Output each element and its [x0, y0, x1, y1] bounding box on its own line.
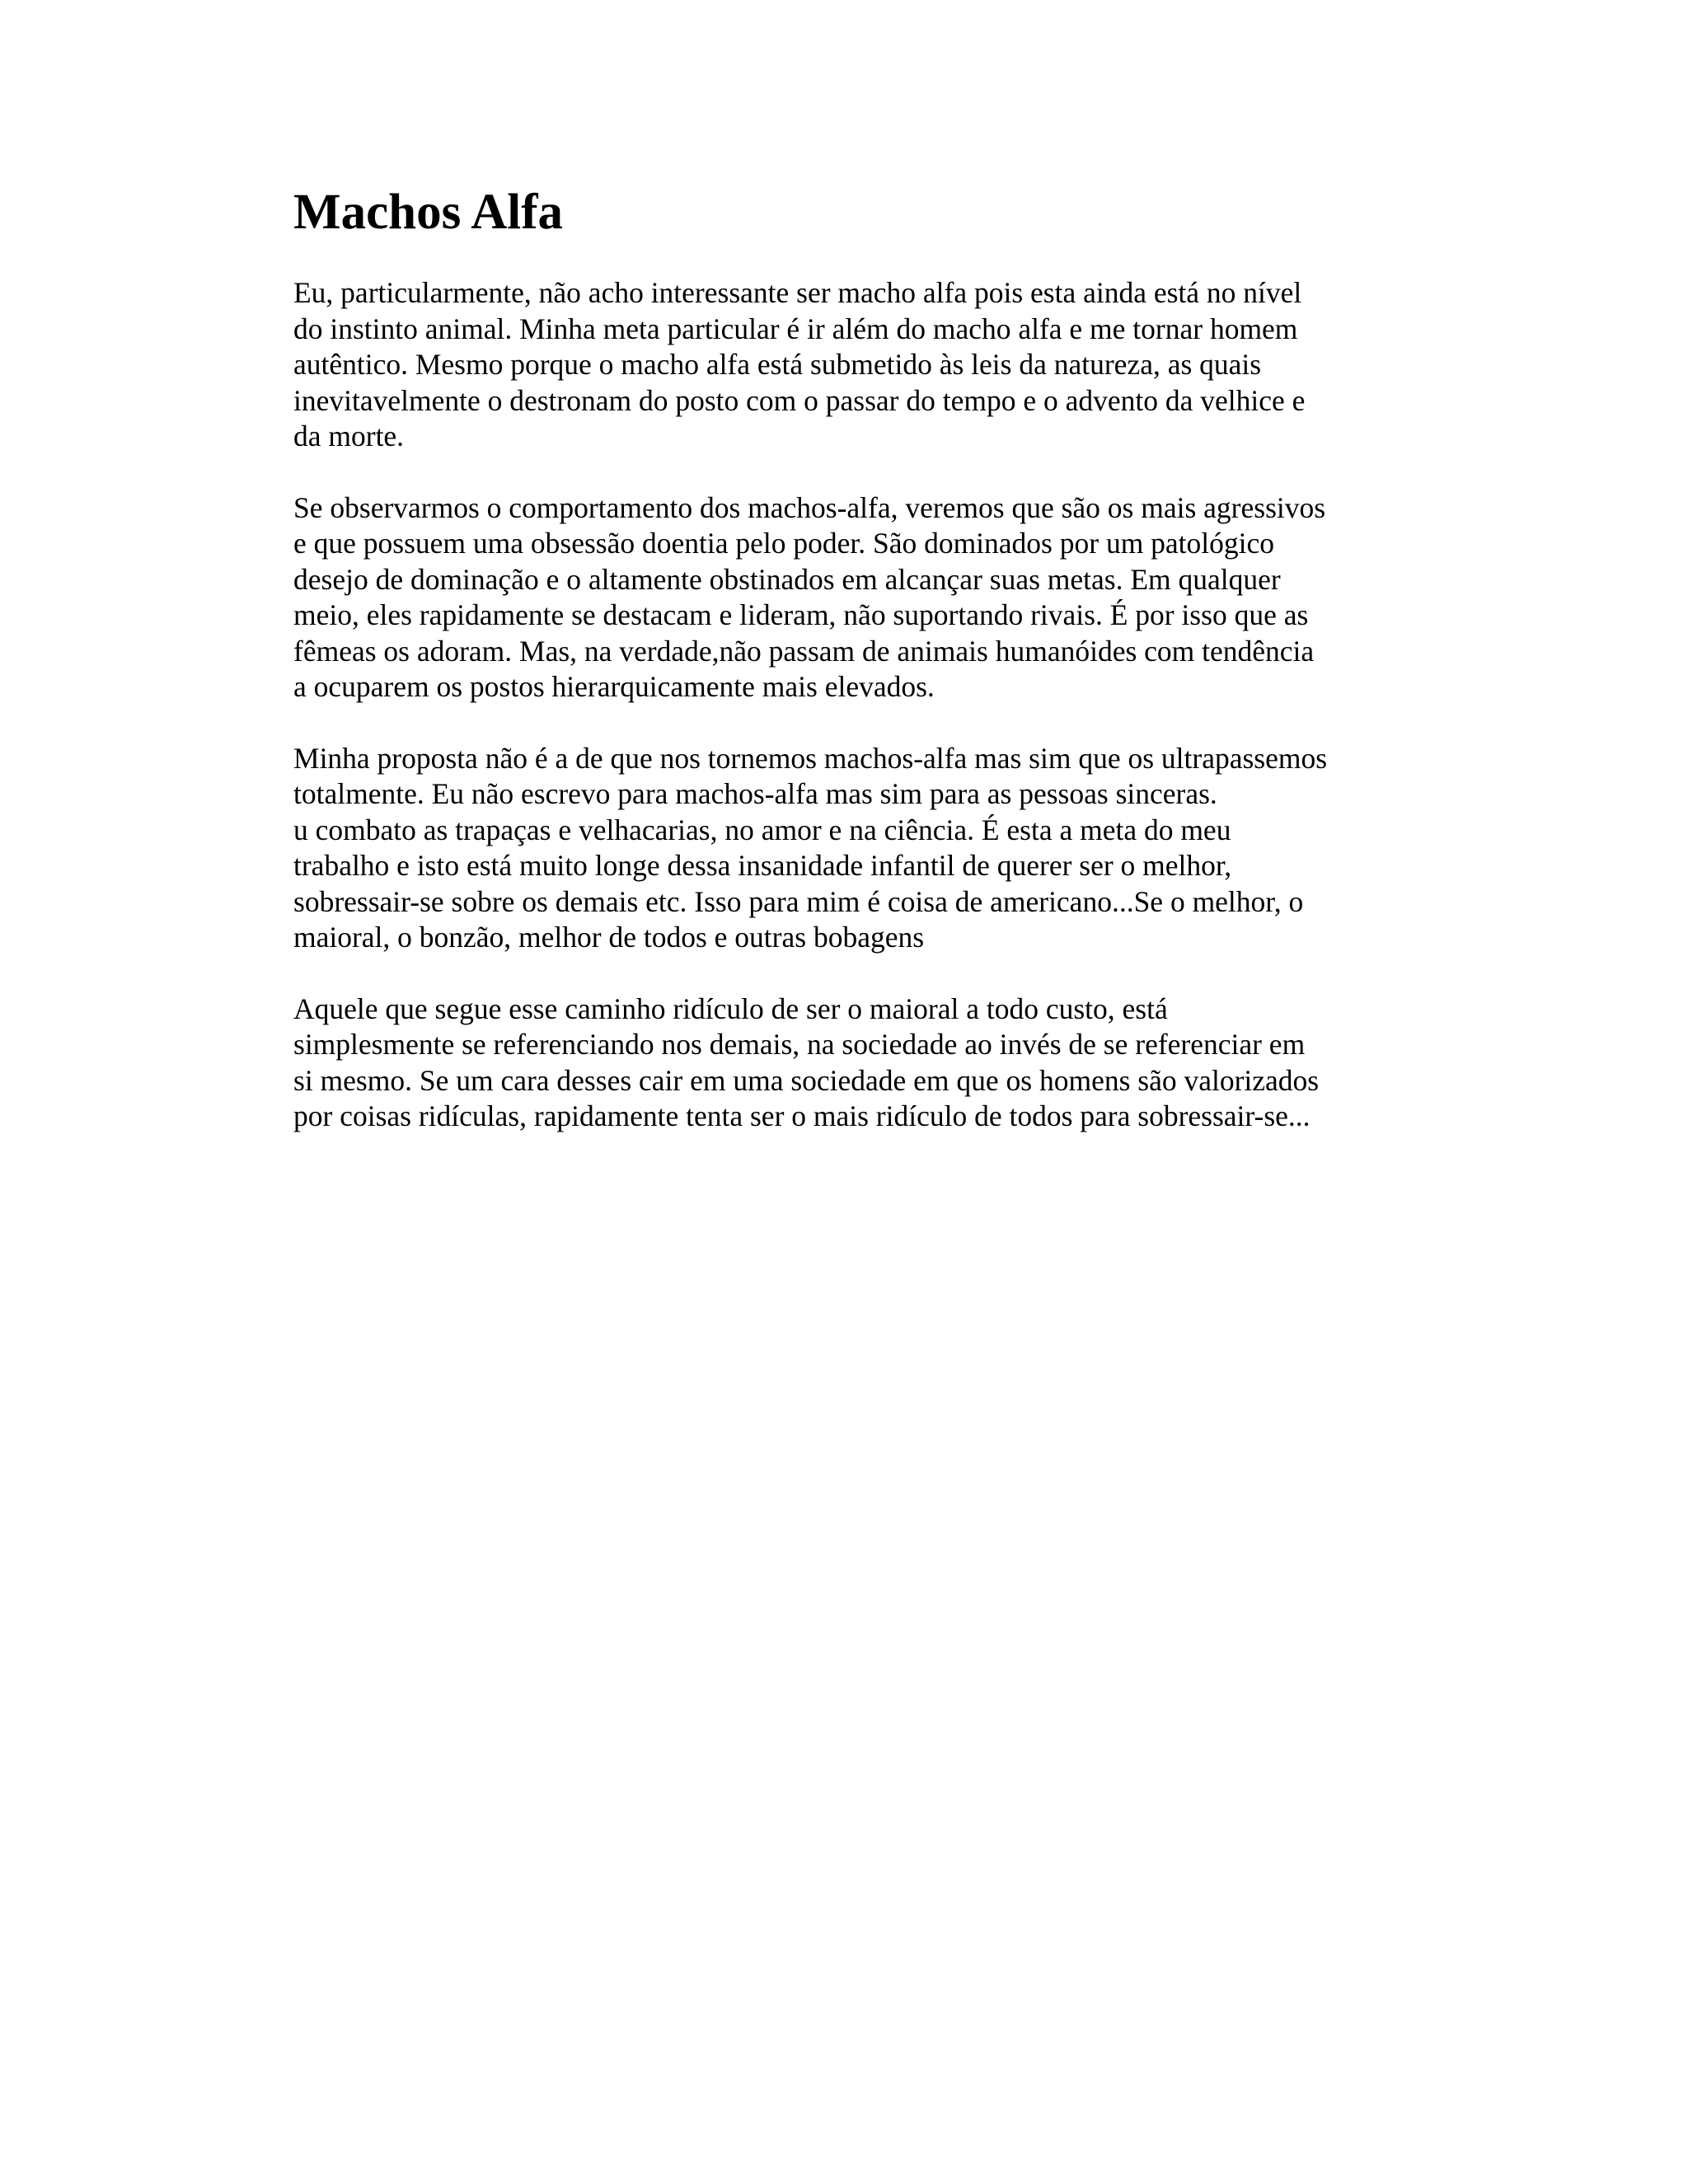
text-line: do instinto animal. Minha meta particular é ir além do macho alfa e me tornar homem	[293, 312, 1298, 345]
text-line: sobressair-se sobre os demais etc. Isso para mim é coisa de americano...Se o melhor, o	[293, 884, 1304, 918]
text-line: da morte.	[293, 419, 405, 452]
text-line: desejo de dominação e o altamente obstinados em alcançar suas metas. Em qualquer	[293, 562, 1281, 596]
text-line: Aquele que segue esse caminho ridículo de ser o maioral a todo custo, está	[293, 991, 1168, 1025]
paragraph-2	[293, 490, 1398, 705]
text-line: Minha proposta não é a de que nos tornemos machos-alfa mas sim que os ultrapassemos	[293, 741, 1328, 775]
document-page	[293, 183, 1398, 1170]
text-line: inevitavelmente o destronam do posto com o passar do tempo e o advento da velhice e	[293, 383, 1306, 417]
text-line: si mesmo. Se um cara desses cair em uma sociedade em que os homens são valorizados	[293, 1063, 1320, 1097]
text-line: autêntico. Mesmo porque o macho alfa está submetido às leis da natureza, as quais	[293, 348, 1262, 381]
text-line: Se observarmos o comportamento dos machos-alfa, veremos que são os mais agressivos	[293, 490, 1326, 524]
paragraph-1	[293, 275, 1398, 455]
text-line: totalmente. Eu não escrevo para machos-alfa mas sim para as pessoas sinceras.	[293, 777, 1217, 810]
text-line: e que possuem uma obsessão doentia pelo poder. São dominados por um patológico	[293, 527, 1275, 560]
document-title: Machos Alfa	[293, 185, 564, 240]
text-line: por coisas ridículas, rapidamente tenta ser o mais ridículo de todos para sobressair-se...	[293, 1099, 1311, 1132]
text-line: a ocuparem os postos hierarquicamente mais elevados.	[293, 670, 935, 703]
text-line: fêmeas os adoram. Mas, na verdade,não passam de animais humanóides com tendência	[293, 634, 1315, 668]
text-line: Eu, particularmente, não acho interessante ser macho alfa pois esta ainda está no nível	[293, 276, 1302, 309]
text-line: meio, eles rapidamente se destacam e lideram, não suportando rivais. É por isso que as	[293, 598, 1309, 631]
text-line: u combato as trapaças e velhacarias, no amor e na ciência. É esta a meta do meu	[293, 813, 1231, 846]
text-line: simplesmente se referenciando nos demais, na sociedade ao invés de se referenciar em	[293, 1028, 1306, 1061]
text-line: trabalho e isto está muito longe dessa insanidade infantil de querer ser o melhor,	[293, 849, 1232, 882]
text-line: maioral, o bonzão, melhor de todos e outras bobagens	[293, 921, 925, 954]
paragraph-3	[293, 741, 1398, 956]
paragraph-4	[293, 991, 1398, 1135]
